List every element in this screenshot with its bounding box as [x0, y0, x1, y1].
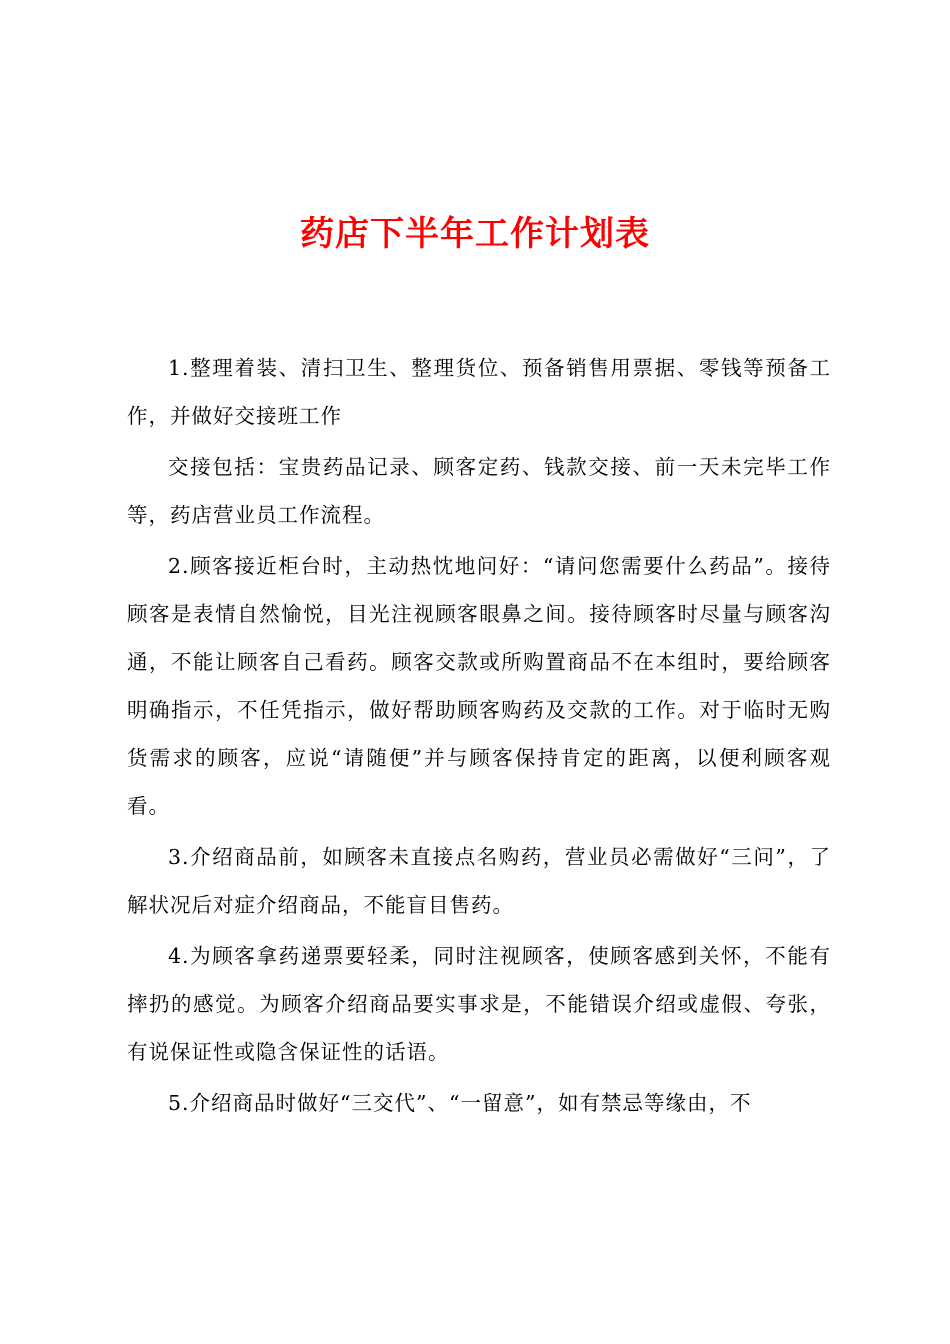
- document-body: [127, 344, 831, 1130]
- paragraph: 1.整理着装、清扫卫生、整理货位、预备销售用票据、零钱等预备工作，并做好交接班工作: [127, 356, 831, 428]
- paragraph: 5.介绍商品时做好“三交代”、“一留意”，如有禁忌等缘由，不: [168, 1091, 752, 1115]
- paragraph: 3.介绍商品前，如顾客未直接点名购药，营业员必需做好“三问”，了解状况后对症介绍商品，不能盲目售药。: [127, 845, 831, 917]
- document-title: 药店下半年工作计划表: [300, 214, 650, 254]
- paragraph: 4.为顾客拿药递票要轻柔，同时注视顾客，使顾客感到关怀，不能有摔扔的感觉。为顾客介绍商品要实事求是，不能错误介绍或虚假、夸张，有说保证性或隐含保证性的话语。: [127, 944, 831, 1064]
- paragraph: 2.顾客接近柜台时，主动热忱地问好：“请问您需要什么药品”。接待顾客是表情自然愉悦，目光注视顾客眼鼻之间。接待顾客时尽量与顾客沟通，不能让顾客自己看药。顾客交款或所购置商品不在本组时，要给顾客明确指示，不任凭指示，做好帮助顾客购药及交款的工作。对于临时无购货需求的顾客，应说“请随便”并与顾客保持肯定的距离，以便利顾客观看。: [127, 554, 831, 818]
- paragraph: 交接包括：宝贵药品记录、顾客定药、钱款交接、前一天未完毕工作等，药店营业员工作流程。: [127, 455, 831, 527]
